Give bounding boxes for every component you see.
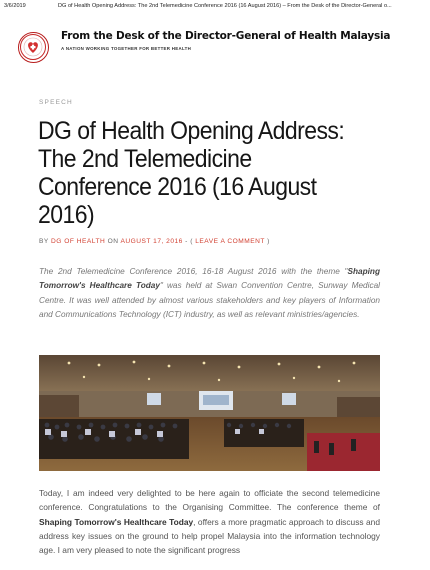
meta-on: ON [107, 238, 119, 245]
body-theme: Shaping Tomorrow's Healthcare Today [39, 516, 194, 527]
meta-separator: - ( [182, 238, 196, 245]
intro-theme: Shaping Tomorrow's Healthcare Today [39, 267, 380, 291]
post-meta [39, 238, 270, 245]
print-page-title: DG of Health Opening Address: The 2nd Telemedicine Conference 2016 (16 August 2016) – From the Desk of the Director-General o... [58, 3, 392, 9]
post-category[interactable]: SPEECH [39, 99, 73, 106]
author-link[interactable]: DG OF HEALTH [51, 238, 106, 245]
meta-close: ) [264, 238, 270, 245]
site-logo-icon[interactable] [18, 32, 49, 63]
print-header [0, 0, 430, 14]
post-intro [39, 265, 380, 323]
leave-comment-link[interactable]: LEAVE A COMMENT [195, 238, 265, 245]
site-title[interactable]: From the Desk of the Director-General of Health Malaysia [61, 30, 391, 42]
post-date-link[interactable]: AUGUST 17, 2016 [120, 238, 183, 245]
post-body [39, 486, 380, 557]
print-date: 3/6/2019 [4, 3, 26, 9]
post-title: DG of Health Opening Address: The 2nd Telemedicine Conference 2016 (16 August 2016) [38, 117, 345, 229]
site-tagline: A NATION WORKING TOGETHER FOR BETTER HEALTH [61, 46, 192, 51]
conference-photo [39, 355, 380, 471]
intro-text-1: The 2nd Telemedicine Conference 2016, 16-18 August 2016 with the theme " [39, 267, 348, 276]
site-header [18, 30, 418, 70]
body-text-1: Today, I am indeed very delighted to be here again to officiate the second telemedicine conference. Congratulations to the Organising Committee. The conference theme of [39, 488, 380, 513]
meta-by: BY [39, 238, 49, 245]
body-text-2: , offers a more pragmatic approach to discuss and address key issues on the ground to help propel Malaysia into the information technology age. I am very pleased to note the significant progress [39, 516, 380, 556]
intro-text-2: " was held at Swan Convention Centre, Sunway Medical Centre. It was well attended by almost various stakeholders and key players of Information and Communications Technology (ICT) industry, as well as relevant ministries/agencies. [39, 281, 380, 320]
